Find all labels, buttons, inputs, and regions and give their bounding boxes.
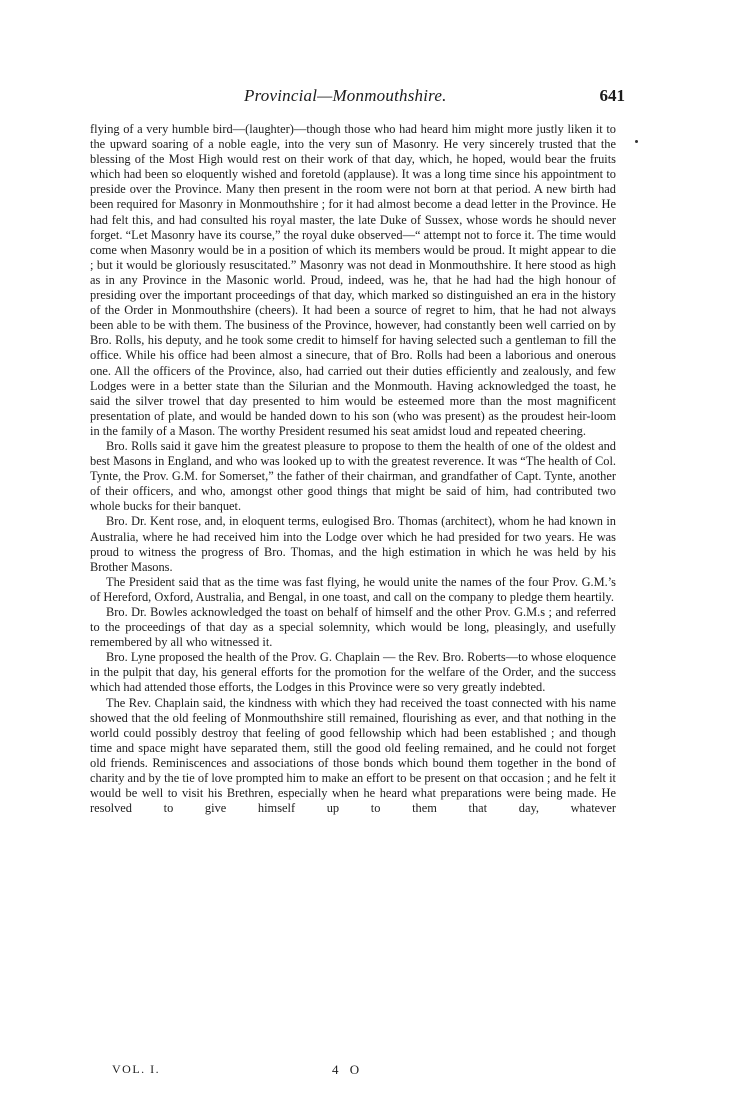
volume-label: VOL. I. bbox=[112, 1062, 161, 1076]
paragraph-president-toast: The President said that as the time was fast flying, he would unite the names of the four Prov. G.M.’s of Hereford, Oxford, Australia, and Bengal, in one toast, and call on the company to pledge them heartily. bbox=[90, 574, 616, 604]
page-number: 641 bbox=[599, 86, 625, 105]
paragraph-rolls-toast: Bro. Rolls said it gave him the greatest pleasure to propose to them the health of one of the oldest and best Masons in England, and who was looked up to with the greatest reverence. It was “The health of Col. Tynte, the Prov. G.M. for Somerset,” the father of their chairman, and grandfather of Capt. Tynte, another of their officers, and who, amongst other good things that might be said of him, had contributed two whole bucks for their banquet. bbox=[90, 438, 616, 514]
margin-dot-mark bbox=[635, 140, 638, 143]
paragraph-bowles-reply: Bro. Dr. Bowles acknowledged the toast on behalf of himself and the other Prov. G.M.s ; and referred to the proceedings of that day as a special solemnity, which would be long, pleasingly, and usefully remembered by all who witnessed it. bbox=[90, 605, 616, 650]
paragraph-lyne-proposal: Bro. Lyne proposed the health of the Prov. G. Chaplain — the Rev. Bro. Roberts—to whose eloquence in the pulpit that day, his general efforts for the promotion for the welfare of the Order, and the success which had attended those efforts, the Lodges in this Province were so very greatly indebted. bbox=[90, 650, 616, 695]
paragraph-kent-eulogy: Bro. Dr. Kent rose, and, in eloquent terms, eulogised Bro. Thomas (architect), whom he had known in Australia, where he had received him into the Lodge over which he had presided for two years. He was proud to witness the progress of Bro. Thomas, and the high estimation in which he was held by his Brother Masons. bbox=[90, 514, 616, 574]
signature-mark: 4 O bbox=[332, 1062, 364, 1077]
paragraph-chaplain-reply: The Rev. Chaplain said, the kindness with which they had received the toast connected with his name showed that the old feeling of Monmouthshire still remained, flourishing as ever, and that nothing in the world could possibly destroy that feeling of good fellowship which had been established ; and though time and space might have separated them, still the good old feeling remained, and he could not forget old friends. Reminiscences and associations of those bonds which bound them together in the bond of charity and by the tie of love prompted him to make an effort to be present on that occasion ; and he felt it would be well to visit his Brethren, especially when he heard what preparations were being made. He resolved to give himself up to them that day, whatever bbox=[90, 695, 616, 816]
paragraph-continuation: flying of a very humble bird—(laughter)—though those who had heard him might more justly liken it to the upward soaring of a noble eagle, into the very sun of Masonry. He very sincerely trusted that the blessing of the Most High would rest on their work of that day, which, he hoped, would bear the fruits which had been so eloquently wished and foretold (applause). It was a long time since his appointment to preside over the Province. Many then present in the room were not born at that period. A new birth had been required for Masonry in Monmouthshire ; for it had almost become a dead letter in the Province. He had felt this, and had consulted his royal master, the late Duke of Sussex, whose words he should never forget. “Let Masonry have its course,” the royal duke observed—“ attempt not to force it. The time would come when Masonry would be in a position of which its members would be proud. It might appear to die ; but it would be gloriously resuscitated.” Masonry was not dead in Monmouthshire. It here stood as high as in any Province in the Masonic world. Proud, indeed, was he, that he had had the high honour of presiding over the important proceedings of that day, which marked so distinguished an era in the history of the Order in Monmouthshire (cheers). It had been a source of regret to him, that he had not always been able to be with them. The business of the Province, however, had constantly been well carried on by Bro. Rolls, his deputy, and he took some credit to himself for having selected such a gentleman to fill the office. While his office had been almost a sinecure, that of Bro. Rolls had been a laborious and onerous one. All the officers of the Province, also, had carried out their duties efficiently and zealously, and few Lodges were in a better state than the Silurian and the Monmouth. Having acknowledged the toast, he said the silver trowel that day presented to him would be esteemed more than the most magnificent presentation of plate, and would be handed down to his son (who was present) as the proudest heir-loom in the family of a Mason. The worthy President resumed his seat amidst loud and repeated cheering. bbox=[90, 122, 616, 438]
body-text bbox=[90, 122, 616, 816]
running-head bbox=[90, 86, 625, 108]
running-title: Provincial—Monmouthshire. bbox=[244, 86, 447, 105]
page-footer bbox=[90, 1062, 616, 1082]
